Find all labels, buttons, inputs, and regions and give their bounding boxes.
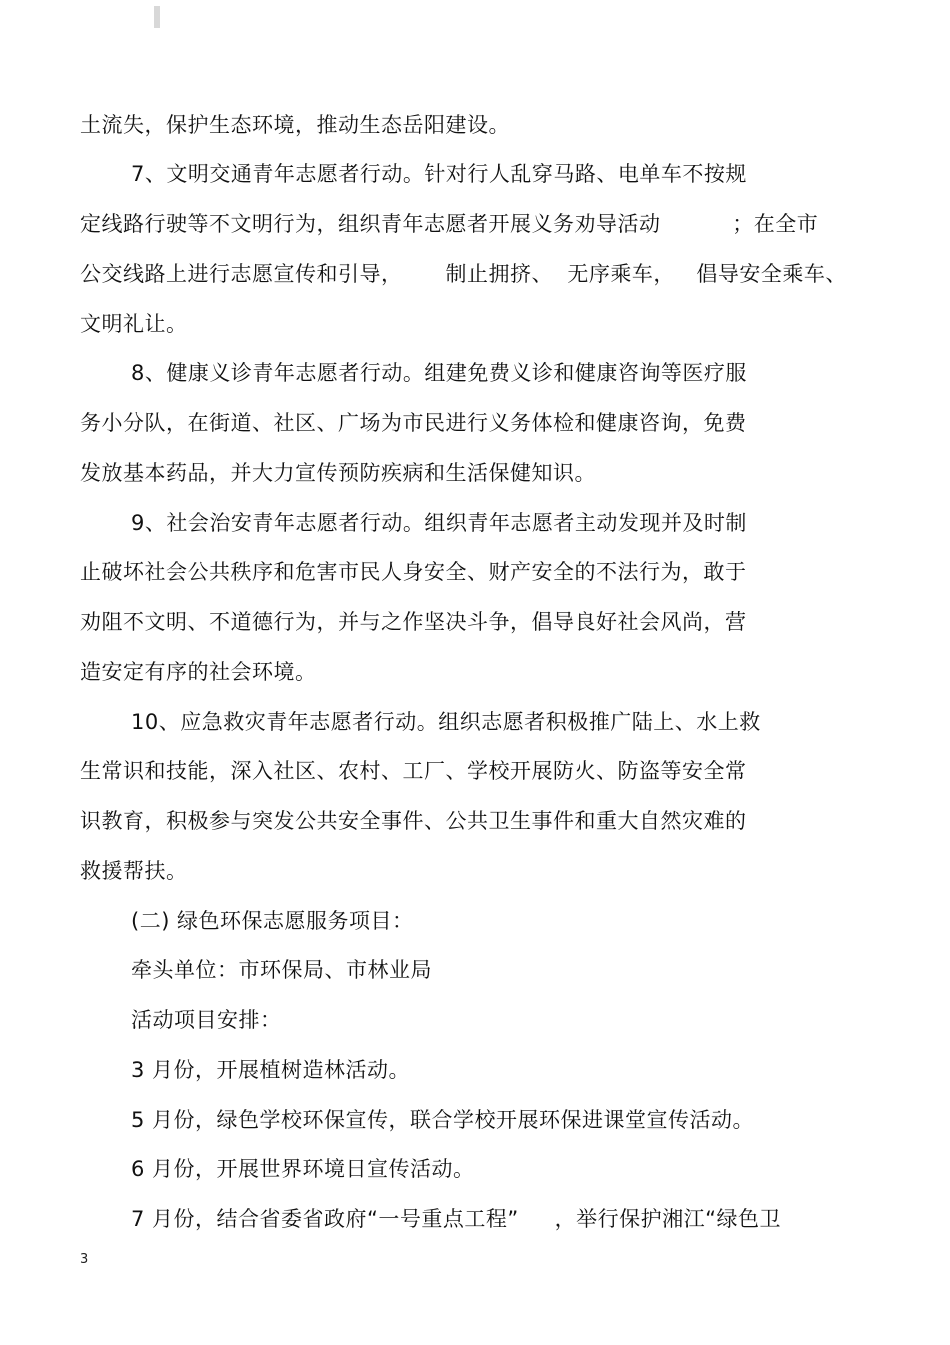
text-line: 务小分队，在街道、社区、广场为市民进行义务体检和健康咨询，免费	[80, 411, 747, 435]
text-line: 9、社会治安青年志愿者行动。组织青年志愿者主动发现并及时制	[131, 511, 747, 535]
text-line: 发放基本药品，并大力宣传预防疾病和生活保健知识。	[80, 461, 596, 485]
text-line: 生常识和技能，深入社区、农村、工厂、学校开展防火、防盗等安全常	[80, 759, 747, 783]
text-line: 公交线路上进行志愿宣传和引导， 制止拥挤、 无序乘车， 倡导安全乘车、	[80, 262, 847, 286]
text-line: 10、应急救灾青年志愿者行动。组织志愿者积极推广陆上、水上救	[131, 710, 761, 734]
text-line: 土流失，保护生态环境，推动生态岳阳建设。	[80, 113, 510, 137]
text-line: 6 月份，开展世界环境日宣传活动。	[131, 1157, 475, 1181]
page-number: 3	[80, 1252, 89, 1267]
text-line: 造安定有序的社会环境。	[80, 660, 317, 684]
text-line: 止破坏社会公共秩序和危害市民人身安全、财产安全的不法行为，敢于	[80, 560, 747, 584]
text-line: 定线路行驶等不文明行为，组织青年志愿者开展义务劝导活动 ；在全市	[80, 212, 819, 236]
text-line: 识教育，积极参与突发公共安全事件、公共卫生事件和重大自然灾难的	[80, 809, 747, 833]
text-line: 5 月份，绿色学校环保宣传，联合学校开展环保进课堂宣传活动。	[131, 1108, 755, 1132]
section-heading: (二) 绿色环保志愿服务项目：	[131, 909, 414, 933]
text-line: 8、健康义诊青年志愿者行动。组建免费义诊和健康咨询等医疗服	[131, 361, 747, 385]
text-line: 救援帮扶。	[80, 859, 188, 883]
text-line: 劝阻不文明、不道德行为，并与之作坚决斗争，倡导良好社会风尚，营	[80, 610, 747, 634]
text-line: 文明礼让。	[80, 312, 188, 336]
text-line: 活动项目安排：	[131, 1008, 282, 1032]
scan-mark	[154, 6, 160, 28]
text-line: 7 月份，结合省委省政府“一号重点工程” ，举行保护湘江“绿色卫	[131, 1207, 782, 1231]
text-line: 牵头单位：市环保局、市林业局	[131, 958, 432, 982]
text-line: 3 月份，开展植树造林活动。	[131, 1058, 411, 1082]
text-line: 7、文明交通青年志愿者行动。针对行人乱穿马路、电单车不按规	[131, 162, 747, 186]
